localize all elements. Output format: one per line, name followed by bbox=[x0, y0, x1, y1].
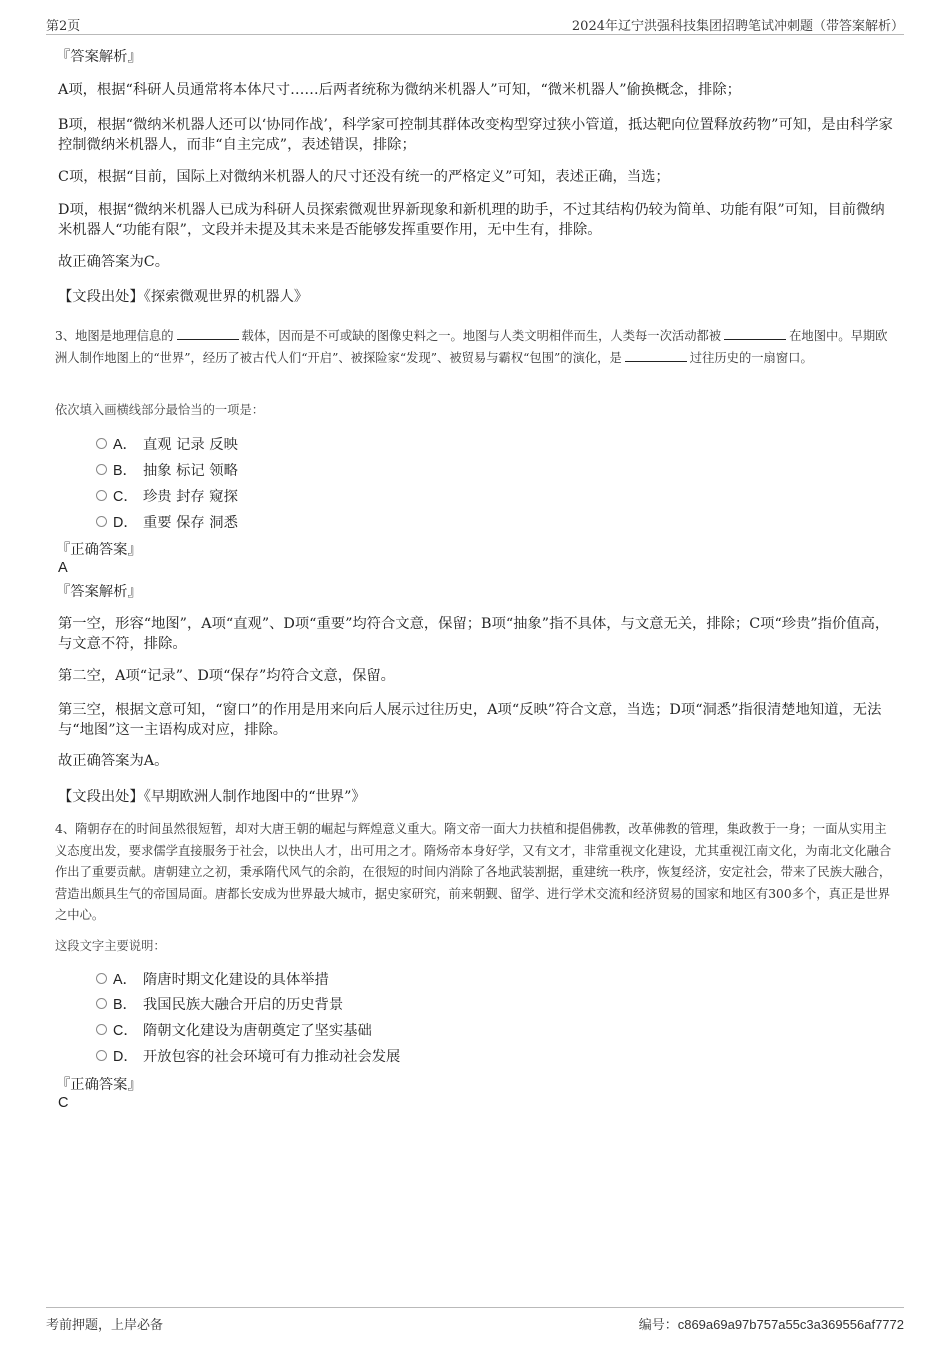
option-letter: D． bbox=[113, 1049, 138, 1065]
option-letter: D． bbox=[113, 515, 138, 531]
q3-option-c[interactable] bbox=[96, 487, 238, 507]
question-3-stem bbox=[55, 326, 897, 369]
analysis-paragraph-b: B项，根据“微纳米机器人还可以‘协同作战’，科学家可控制其群体改变构型穿过狭小管道，抵达靶向位置释放药物”可知，是由科学家控制微纳米机器人，而非“自主完成”，表述错误，排除； bbox=[58, 117, 893, 153]
passage-source: 【文段出处】《早期欧洲人制作地图中的“世界”》 bbox=[58, 789, 366, 805]
option-text: 珍贵 封存 窥探 bbox=[143, 489, 238, 505]
option-text: 抽象 标记 领略 bbox=[143, 463, 238, 479]
option-text: 隋唐时期文化建设的具体举措 bbox=[143, 972, 329, 988]
question-3-stem-part1: 3、地图是地理信息的 bbox=[55, 329, 174, 343]
analysis-paragraph-a: A项，根据“科研人员通常将本体尺寸……后两者统称为微纳米机器人”可知，“微米机器人”偷换概念，排除； bbox=[58, 82, 741, 98]
analysis-label: 『答案解析』 bbox=[56, 49, 142, 65]
q3-analysis-blank-3: 第三空，根据文意可知，“窗口”的作用是用来向后人展示过往历史，A项“反映”符合文意，当选；D项“洞悉”指很清楚地知道，无法与“地图”这一主语构成对应，排除。 bbox=[58, 702, 882, 738]
fill-blank-2 bbox=[724, 326, 786, 340]
question-3-stem-part4: 过往历史的一扇窗口。 bbox=[689, 350, 813, 365]
q4-option-a[interactable] bbox=[96, 970, 329, 990]
fill-blank-1 bbox=[177, 326, 239, 340]
page-footer bbox=[46, 1307, 904, 1336]
option-text: 开放包容的社会环境可有力推动社会发展 bbox=[143, 1049, 401, 1065]
footer-slogan: 考前押题，上岸必备 bbox=[46, 1318, 164, 1333]
code-value: c869a69a97b757a55c3a369556af7772 bbox=[677, 1317, 904, 1332]
option-text: 直观 记录 反映 bbox=[143, 437, 238, 453]
radio-icon[interactable] bbox=[96, 998, 107, 1009]
option-letter: B． bbox=[113, 463, 137, 479]
page-header bbox=[46, 12, 904, 35]
correct-answer-value: A bbox=[58, 560, 68, 576]
question-3-stem-part3: 在地图中。早期欧洲人制作地图上的“世界”，经历了被古代人们“开启”、被探险家“发现”、被贸易与霸权“包围”的演化，是 bbox=[55, 329, 888, 365]
correct-answer-label: 『正确答案』 bbox=[56, 542, 142, 558]
document-code bbox=[639, 1314, 904, 1333]
question-4-instruction: 这段文字主要说明： bbox=[55, 939, 166, 953]
correct-answer-value: C bbox=[58, 1095, 69, 1111]
option-letter: A． bbox=[113, 972, 137, 988]
passage-source: 【文段出处】《探索微观世界的机器人》 bbox=[58, 289, 309, 305]
question-4-stem: 4、隋朝存在的时间虽然很短暂，却对大唐王朝的崛起与辉煌意义重大。隋文帝一面大力扶植和提倡佛教，改革佛教的管理，集政教于一身；一面从实用主义态度出发，要求儒学直接服务于社会，以快出人才，出可用之才。隋炀帝本身好学，又有文才，非常重视文化建设，尤其重视江南文化，为南北文化融合作出了重要贡献。唐朝建立之初，秉承隋代风气的余韵，在很短的时间内消除了各地武装割据，重建统一秩序，恢复经济，安定社会，带来了民族大融合，营造出颇具生气的帝国局面。唐都长安成为世界最大城市，据史家研究，前来朝觐、留学、进行学术交流和经济贸易的国家和地区有300多个，真正是世界之中心。 bbox=[55, 822, 892, 922]
q3-analysis-blank-2: 第二空，A项“记录”、D项“保存”均符合文意，保留。 bbox=[58, 668, 395, 684]
fill-blank-3 bbox=[625, 348, 687, 362]
option-letter: C． bbox=[113, 1023, 138, 1039]
option-letter: A． bbox=[113, 437, 137, 453]
radio-icon[interactable] bbox=[96, 516, 107, 527]
q3-analysis-blank-1: 第一空，形容“地图”，A项“直观”、D项“重要”均符合文意，保留；B项“抽象”指不具体，与文意无关，排除；C项“珍贵”指价值高，与文意不符，排除。 bbox=[58, 616, 890, 652]
radio-icon[interactable] bbox=[96, 438, 107, 449]
q3-analysis-conclusion: 故正确答案为A。 bbox=[58, 753, 169, 769]
question-3-instruction: 依次填入画横线部分最恰当的一项是： bbox=[55, 403, 265, 417]
q3-option-b[interactable] bbox=[96, 461, 238, 481]
option-text: 隋朝文化建设为唐朝奠定了坚实基础 bbox=[143, 1023, 372, 1039]
q4-option-c[interactable] bbox=[96, 1021, 372, 1041]
code-label: 编号： bbox=[638, 1318, 678, 1333]
radio-icon[interactable] bbox=[96, 1050, 107, 1061]
option-letter: B． bbox=[113, 997, 137, 1013]
page-number: 第2页 bbox=[46, 19, 81, 34]
q3-option-a[interactable] bbox=[96, 435, 238, 455]
question-3-stem-part2: 载体，因而是不可或缺的图像史料之一。地图与人类文明相伴而生，人类每一次活动都被 bbox=[241, 329, 722, 343]
analysis-label: 『答案解析』 bbox=[56, 584, 142, 600]
document-title: 2024年辽宁洪强科技集团招聘笔试冲刺题（带答案解析） bbox=[571, 19, 904, 34]
radio-icon[interactable] bbox=[96, 1024, 107, 1035]
q4-option-b[interactable] bbox=[96, 995, 343, 1015]
correct-answer-label: 『正确答案』 bbox=[56, 1077, 142, 1093]
option-text: 我国民族大融合开启的历史背景 bbox=[143, 997, 344, 1013]
q4-option-d[interactable] bbox=[96, 1047, 400, 1067]
radio-icon[interactable] bbox=[96, 973, 107, 984]
analysis-paragraph-c: C项，根据“目前，国际上对微纳米机器人的尺寸还没有统一的严格定义”可知，表述正确，当选； bbox=[58, 169, 670, 185]
analysis-conclusion: 故正确答案为C。 bbox=[58, 254, 170, 270]
q3-option-d[interactable] bbox=[96, 513, 238, 533]
radio-icon[interactable] bbox=[96, 464, 107, 475]
analysis-paragraph-d: D项，根据“微纳米机器人已成为科研人员探索微观世界新现象和新机理的助手，不过其结构仍较为简单、功能有限”可知，目前微纳米机器人“功能有限”，文段并未提及其未来是否能够发挥重要作用，无中生有，排除。 bbox=[58, 202, 885, 238]
radio-icon[interactable] bbox=[96, 490, 107, 501]
option-letter: C． bbox=[113, 489, 138, 505]
option-text: 重要 保存 洞悉 bbox=[143, 515, 238, 531]
